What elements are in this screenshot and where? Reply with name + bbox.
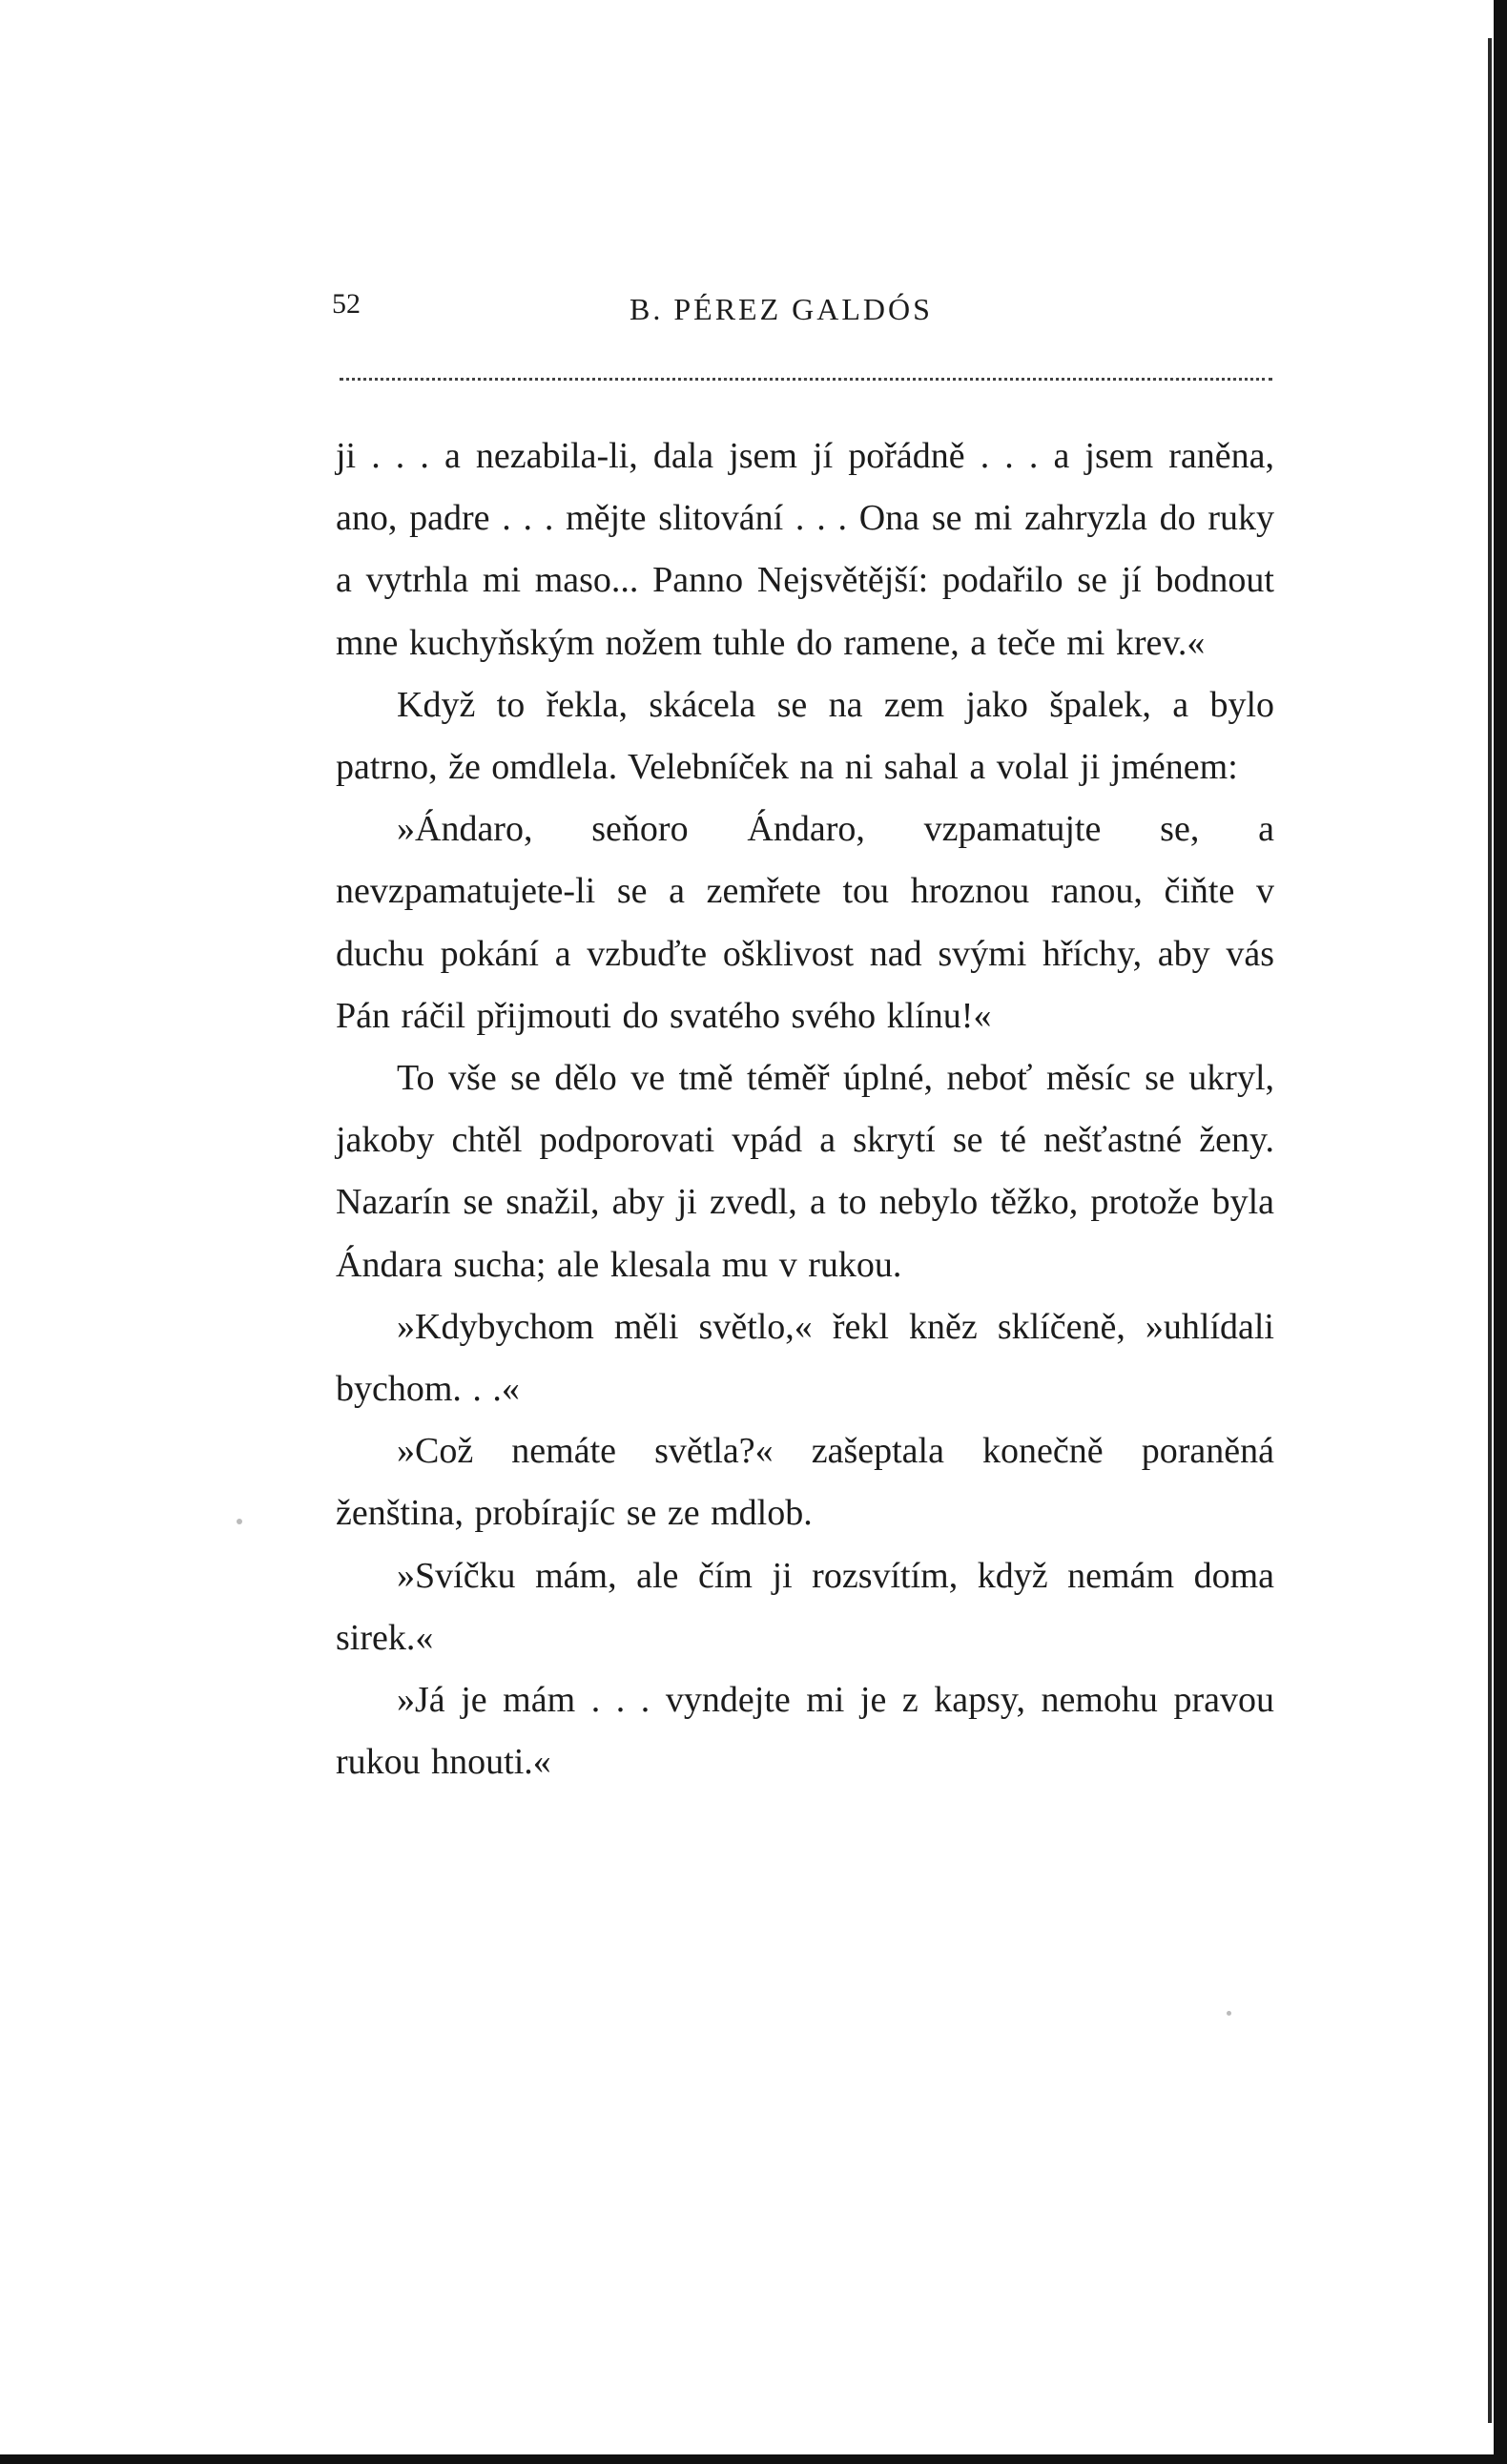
scan-speck bbox=[237, 1519, 242, 1524]
scan-border-right bbox=[1494, 0, 1507, 2464]
paragraph: »Svíčku mám, ale čím ji rozsvítím, když nemám doma sirek.« bbox=[336, 1555, 1274, 1658]
paragraph: »Kdybychom měli světlo,« řekl kněz sklíčeně, »uhlídali bychom. . .« bbox=[336, 1306, 1274, 1410]
page-number: 52 bbox=[332, 288, 361, 320]
body-text bbox=[336, 425, 1274, 1793]
paragraph: »Já je mám . . . vyndejte mi je z kapsy, nemohu pravou rukou hnouti.« bbox=[336, 1680, 1274, 1783]
paragraph: »Což nemáte světla?« zašeptala konečně poraněná ženština, probírajíc se ze mdlob. bbox=[336, 1431, 1274, 1534]
paragraph: »Ándaro, seňoro Ándaro, vzpamatujte se, a nevzpamatujete-li se a zemřete tou hroznou ranou, čiňte v duchu pokání a vzbuďte ošklivost nad svými hříchy, aby vás Pán ráčil přijmouti do svatého svého klínu!« bbox=[336, 809, 1274, 1036]
header-rule bbox=[340, 378, 1272, 381]
running-head: B. PÉREZ GALDÓS bbox=[630, 292, 933, 326]
scan-speck bbox=[1227, 2011, 1231, 2016]
scan-border-right-inner bbox=[1488, 38, 1492, 2423]
scan-border-bottom bbox=[0, 2454, 1507, 2464]
paragraph: Když to řekla, skácela se na zem jako špalek, a bylo patrno, že omdlela. Velebníček na ni sahal a volal ji jménem: bbox=[336, 684, 1274, 788]
paragraph: ji . . . a nezabila-li, dala jsem jí pořádně . . . a jsem raněna, ano, padre . . . mějte slitování . . . Ona se mi zahryzla do ruky a vytrhla mi maso... Panno Nejsvětější: podařilo se jí bodnout mne kuchyňským nožem tuhle do ramene, a teče mi krev.« bbox=[336, 436, 1274, 663]
paragraph: To vše se dělo ve tmě téměř úplné, neboť měsíc se ukryl, jakoby chtěl podporovati vpád a skrytí se té nešťastné ženy. Nazarín se snažil, aby ji zvedl, a to nebylo těžko, protože byla Ándara sucha; ale klesala mu v rukou. bbox=[336, 1058, 1274, 1285]
